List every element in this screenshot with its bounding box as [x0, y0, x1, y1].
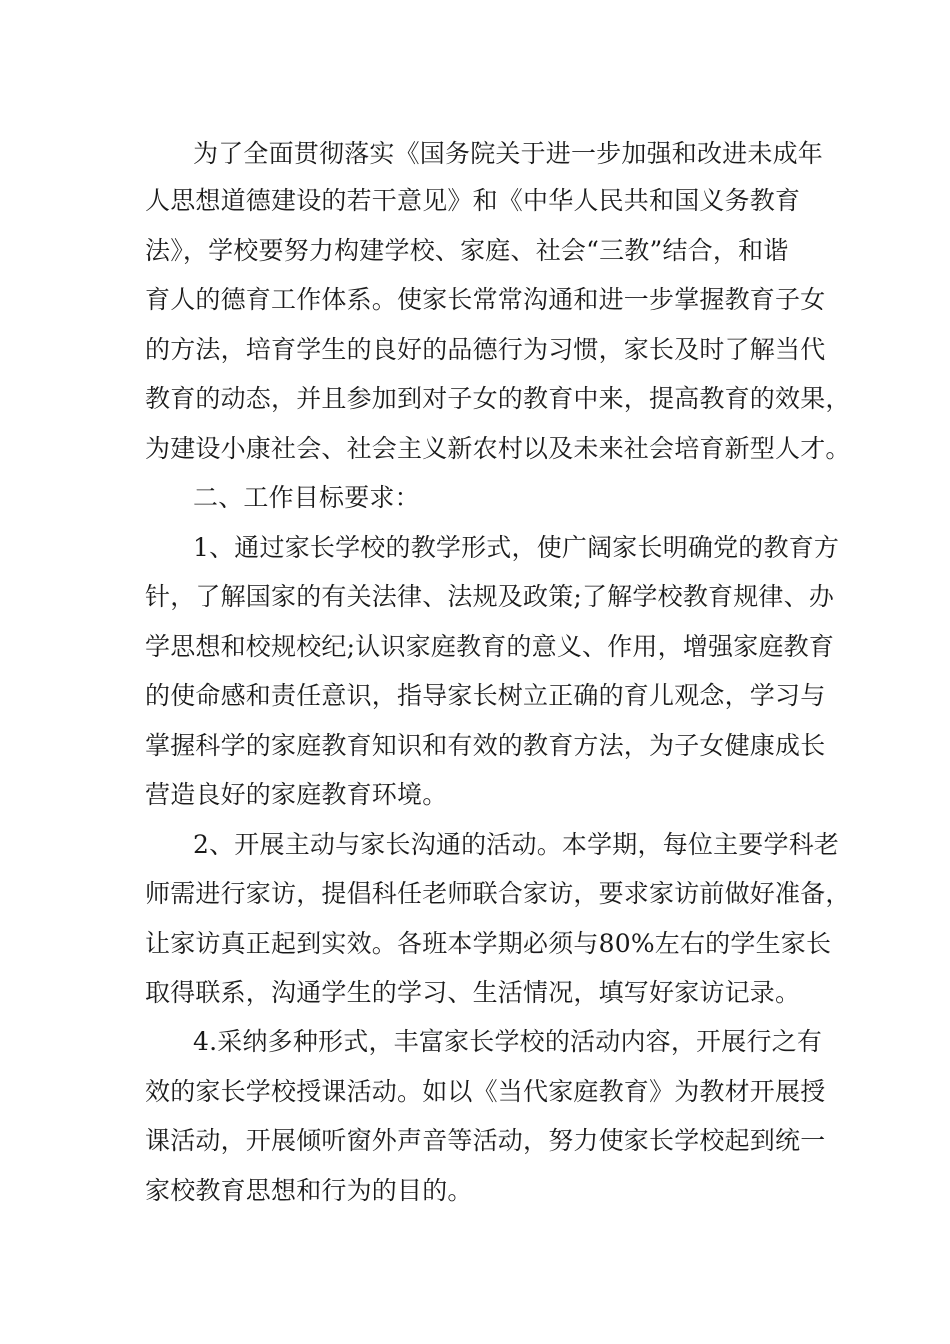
paragraph-line: 教育的动态，并且参加到对子女的教育中来，提高教育的效果，	[145, 384, 851, 413]
paragraph-line: 为了全面贯彻落实《国务院关于进一步加强和改进未成年	[193, 139, 824, 168]
section-heading: 二、工作目标要求：	[193, 483, 420, 512]
paragraph-line: 2、开展主动与家长沟通的活动。本学期，每位主要学科老	[193, 830, 840, 859]
paragraph-line: 法》，学校要努力构建学校、家庭、社会“三教”结合，和谐	[145, 236, 789, 265]
paragraph-line: 营造良好的家庭教育环境。	[145, 780, 448, 809]
paragraph-line: 1、通过家长学校的教学形式，使广阔家长明确党的教育方	[193, 533, 840, 562]
paragraph-line: 家校教育思想和行为的目的。	[145, 1176, 473, 1205]
paragraph-line: 学思想和校规校纪;认识家庭教育的意义、作用，增强家庭教育	[145, 632, 835, 661]
paragraph-line: 育人的德育工作体系。使家长常常沟通和进一步掌握教育子女	[145, 285, 826, 314]
paragraph-line: 为建设小康社会、社会主义新农村以及未来社会培育新型人才。	[145, 434, 851, 463]
paragraph-line: 让家访真正起到实效。各班本学期必须与80%左右的学生家长	[145, 929, 832, 958]
paragraph-line: 师需进行家访，提倡科任老师联合家访，要求家访前做好准备，	[145, 879, 851, 908]
paragraph-line: 取得联系，沟通学生的学习、生活情况，填写好家访记录。	[145, 978, 801, 1007]
paragraph-line: 效的家长学校授课活动。如以《当代家庭教育》为教材开展授	[145, 1077, 826, 1106]
paragraph-line: 掌握科学的家庭教育知识和有效的教育方法，为子女健康成长	[145, 731, 826, 760]
paragraph-line: 针，了解国家的有关法律、法规及政策;了解学校教育规律、办	[145, 582, 835, 611]
paragraph-line: 的使命感和责任意识，指导家长树立正确的育儿观念，学习与	[145, 681, 826, 710]
paragraph-line: 人思想道德建设的若干意见》和《中华人民共和国义务教育	[145, 186, 801, 215]
paragraph-line: 的方法，培育学生的良好的品德行为习惯，家长及时了解当代	[145, 335, 826, 364]
paragraph-line: 4.采纳多种形式，丰富家长学校的活动内容，开展行之有	[193, 1027, 823, 1056]
paragraph-line: 课活动，开展倾听窗外声音等活动，努力使家长学校起到统一	[145, 1126, 826, 1155]
